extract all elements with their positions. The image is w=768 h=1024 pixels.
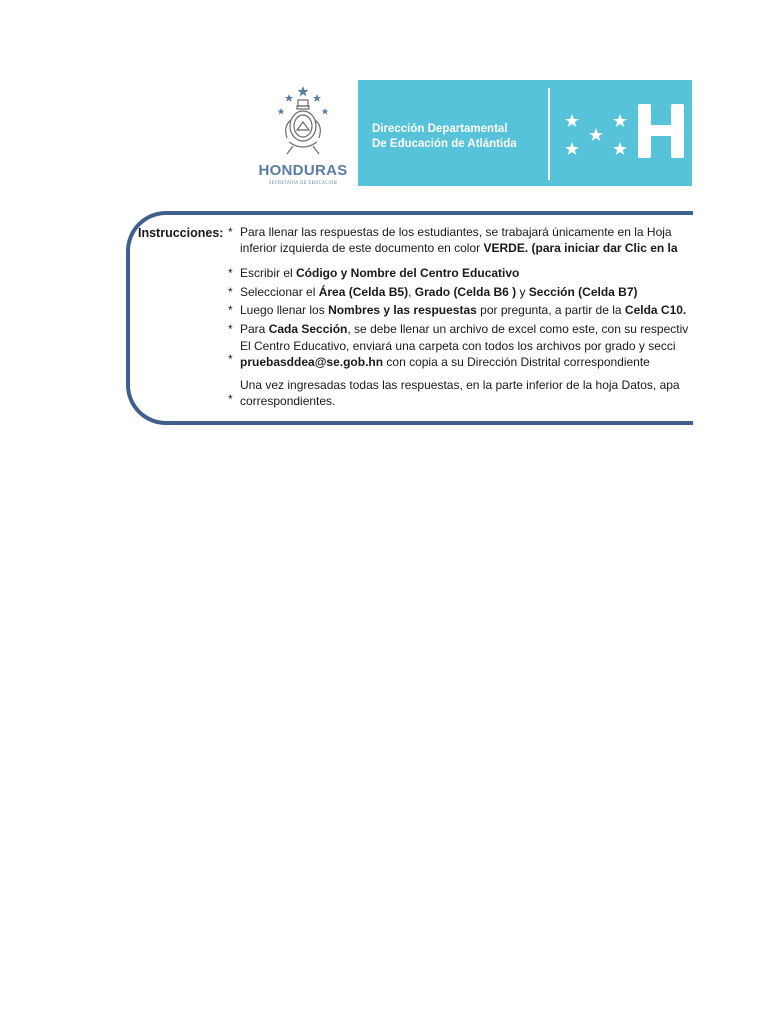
bullet: *	[228, 392, 233, 406]
bullet: *	[228, 303, 233, 317]
instruction-line: por pregunta, a partir de la	[476, 303, 625, 317]
instruction-text	[240, 225, 678, 256]
bullet: *	[228, 225, 233, 239]
instruction-line: Luego llenar los	[240, 303, 329, 317]
email-address: pruebasddea@se.gob.hn	[240, 354, 384, 369]
instruction-line: , se debe llenar un archivo de excel como este, con su respectiv	[347, 322, 689, 336]
logo-subtitle: SECRETARÍA DE EDUCACIÓN	[268, 180, 338, 185]
banner-line-2: De Educación de Atlántida	[372, 138, 517, 150]
instruction-emphasis: Nombres y las respuestas	[328, 303, 477, 317]
banner-line-1: Dirección Departamental	[372, 123, 508, 135]
bullet: *	[228, 266, 233, 280]
instruction-line: inferior izquierda de este documento en color	[240, 240, 484, 255]
instruction-text	[240, 378, 680, 409]
instruction-line: Una vez ingresadas todas las respuestas, en la parte inferior de la hoja Datos, apa	[240, 378, 680, 392]
instruction-line: Para llenar las respuestas de los estudiantes, se trabajará únicamente en la Hoja	[240, 225, 672, 239]
instruction-line: Escribir el	[240, 266, 297, 280]
instruction-line: ,	[408, 285, 415, 299]
instruction-emphasis: Cada Sección	[268, 322, 348, 336]
instruction-line: Seleccionar el	[240, 285, 319, 299]
bullet: *	[228, 285, 233, 299]
instruction-emphasis: VERDE. (para iniciar dar Clic en la	[483, 240, 678, 255]
instruction-line: El Centro Educativo, enviará una carpeta con todos los archivos por grado y secci	[240, 339, 676, 353]
five-stars-icon	[560, 108, 632, 160]
instruction-line: Para	[240, 322, 269, 336]
instruction-line: y	[516, 285, 529, 299]
instruction-emphasis: Área (Celda B5)	[318, 285, 409, 299]
instruction-text	[240, 266, 519, 282]
instruction-text	[240, 303, 686, 319]
instruction-text	[240, 322, 688, 338]
instructions-label: Instrucciones:	[138, 226, 224, 240]
banner-divider	[548, 88, 550, 180]
h-letter-icon	[638, 104, 684, 158]
instruction-line: correspondientes.	[240, 393, 336, 408]
banner-title	[372, 122, 517, 152]
instruction-line: con copia a su Dirección Distrital correspondiente	[383, 354, 650, 369]
instruction-emphasis: Código y Nombre del Centro Educativo	[296, 266, 520, 280]
instruction-text	[240, 339, 676, 370]
instruction-emphasis: Celda C10.	[624, 303, 687, 317]
instruction-emphasis: Sección (Celda B7)	[528, 285, 638, 299]
header-banner	[358, 80, 692, 186]
logo-name: HONDURAS	[258, 162, 348, 179]
bullet: *	[228, 352, 233, 366]
bullet: *	[228, 322, 233, 336]
instruction-emphasis: Grado (Celda B6 )	[414, 285, 517, 299]
instruction-text	[240, 285, 638, 301]
